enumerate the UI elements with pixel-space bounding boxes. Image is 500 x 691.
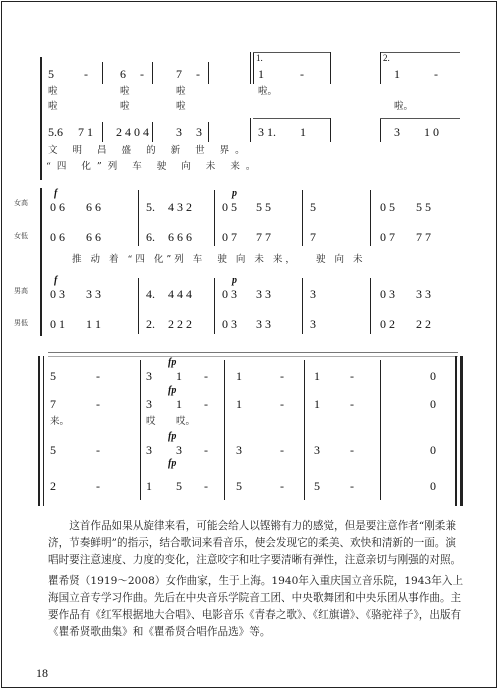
note: 1 [314, 397, 320, 411]
note: 5 [50, 443, 56, 457]
note: 3 [146, 443, 152, 457]
note: - [196, 67, 200, 81]
tie-line [48, 352, 458, 353]
note: 1 [258, 67, 264, 81]
note: 2. [146, 317, 155, 331]
part-label: 男高 [14, 287, 28, 295]
note: 0 [430, 397, 436, 411]
paragraph-text: 这首作品如果从旋律来看，可能会给人以铿锵有力的感觉，但是要注意作者“刚柔兼济，节奏鲜明”的指示，结合歌词来看音乐，使会发现它的柔美、欢快和清新的一面。演唱时要注意速度、力度的变化，注意咬字和吐字要清晰有弹性，注意亲切与刚强的对照。 [48, 520, 462, 566]
note: 7 1 [78, 125, 93, 139]
note: - [140, 67, 144, 81]
note: - [350, 479, 354, 493]
note: 1 [236, 369, 242, 383]
note: 6 6 [86, 230, 101, 244]
note: 6. [146, 230, 155, 244]
system-bracket [38, 356, 40, 506]
barline [140, 360, 141, 500]
note: - [350, 443, 354, 457]
lyric: 啦 [48, 101, 58, 112]
page-number: 18 [36, 666, 48, 680]
lyric-line: 推 动 着 “四 化”列 车 驶 向 未 来， 驶 向 未 [72, 254, 366, 265]
note: - [204, 479, 208, 493]
note: 7 7 [256, 230, 271, 244]
note: 5 [314, 479, 320, 493]
note: 1 1 [86, 317, 101, 331]
barline [208, 122, 209, 142]
note: 1 [146, 479, 152, 493]
note: 0 4 [134, 125, 149, 139]
note: 0 [430, 479, 436, 493]
lyric: 啦 [48, 86, 58, 97]
lyric: 啦。 [394, 101, 414, 112]
note: - [96, 443, 100, 457]
note: 4 3 2 [168, 200, 192, 214]
note: - [204, 443, 208, 457]
volta-line [380, 52, 460, 53]
barline [253, 52, 254, 84]
volta-line [380, 118, 460, 119]
dynamic-mark: fp [168, 458, 177, 469]
note: 0 7 [380, 230, 395, 244]
volta-line [253, 118, 330, 119]
note: 0 3 [380, 287, 395, 301]
note: - [84, 67, 88, 81]
barline [250, 52, 251, 84]
note: 5 [236, 479, 242, 493]
system-bracket [40, 188, 42, 336]
dynamic-mark: fp [168, 357, 177, 368]
barline [380, 360, 381, 500]
barline [304, 360, 305, 500]
note: 4. [146, 287, 155, 301]
volta-1: 1. [256, 53, 263, 63]
barline [302, 190, 303, 246]
lyric-line: “四 化”列 车 驶 向 未 来。 [46, 161, 262, 172]
note: 5 [50, 369, 56, 383]
note: - [204, 397, 208, 411]
note: 1 [176, 397, 182, 411]
note: 1 [176, 369, 182, 383]
note: 3 3 [256, 317, 271, 331]
barline [380, 52, 381, 84]
lyric: 哎 [146, 416, 156, 427]
barline [152, 122, 153, 142]
lyric-line: 文 明 昌 盛 的 新 世 界。 [48, 145, 251, 156]
lyric: 哎。 [176, 416, 196, 427]
note: 7 [176, 67, 182, 81]
note: - [280, 369, 284, 383]
note: 0 3 [222, 317, 237, 331]
note: 7 [50, 397, 56, 411]
note: 0 3 [50, 287, 65, 301]
note: 7 [310, 230, 316, 244]
part-label: 男低 [14, 319, 28, 327]
tie-line [48, 356, 458, 357]
note: 3 [176, 443, 182, 457]
note: 2 4 [116, 125, 131, 139]
note: 7 7 [416, 230, 431, 244]
note: 3 [310, 287, 316, 301]
note: 0 2 [380, 317, 395, 331]
note: 0 [430, 369, 436, 383]
note: 2 2 [416, 317, 431, 331]
barline [250, 118, 251, 142]
note: 3 [146, 397, 152, 411]
note: 0 7 [222, 230, 237, 244]
lyric: 啦 [176, 101, 186, 112]
barline [152, 62, 153, 84]
note: 5 [176, 479, 182, 493]
dynamic-mark: fp [168, 385, 177, 396]
note: 0 6 [50, 230, 65, 244]
commentary-paragraph [48, 518, 466, 569]
note: 5.6 [48, 125, 63, 139]
paragraph-text: 瞿希贤（1919～2008）女作曲家，生于上海。1940年入重庆国立音乐院，1943年入上海国立音专学习作曲。先后在中央音乐学院音工团、中央歌舞团和中央乐团从事作曲。主要作品有《红军根据地大合唱》、电影音乐《青春之歌》、《红旗谱》、《骆驼祥子》，出版有《瞿希贤歌曲集》和《瞿希贤合唱作品选》等。 [48, 575, 464, 638]
note: 5. [146, 200, 155, 214]
note: 3 [196, 125, 202, 139]
note: 3 3 [86, 287, 101, 301]
note: 3 3 [416, 287, 431, 301]
note: - [350, 397, 354, 411]
note: 3 1. [258, 125, 276, 139]
barline [302, 278, 303, 334]
note: 5 [48, 67, 54, 81]
note: - [434, 67, 438, 81]
barline [330, 118, 331, 142]
final-barline [460, 356, 463, 506]
lyric: 啦 [120, 101, 130, 112]
note: - [204, 369, 208, 383]
note: 6 6 [86, 200, 101, 214]
note: - [96, 479, 100, 493]
note: 6 [120, 67, 126, 81]
note: 2 [50, 479, 56, 493]
note: 1 [314, 369, 320, 383]
note: 5 [310, 200, 316, 214]
barline [214, 278, 215, 334]
system-bracket [43, 356, 44, 506]
note: 1 [300, 125, 306, 139]
note: 6 6 6 [168, 230, 192, 244]
note: 0 1 [50, 317, 65, 331]
system-bracket [40, 57, 42, 180]
barline [224, 360, 225, 500]
barline [214, 190, 215, 246]
note: - [280, 479, 284, 493]
final-barline [455, 356, 457, 506]
volta-2: 2. [383, 53, 390, 63]
lyric: 啦 [120, 86, 130, 97]
dynamic-mark: p [232, 275, 237, 286]
note: 1 0 [424, 125, 439, 139]
note: - [96, 369, 100, 383]
note: 3 [314, 443, 320, 457]
part-label: 女高 [14, 199, 28, 207]
note: 3 [394, 125, 400, 139]
note: 4 4 4 [168, 287, 192, 301]
dynamic-mark: p [232, 188, 237, 199]
barline [102, 122, 103, 142]
note: 2 2 2 [168, 317, 192, 331]
dynamic-mark: f [54, 188, 58, 199]
barline [370, 278, 371, 334]
note: 3 [310, 317, 316, 331]
lyric: 啦。 [258, 86, 278, 97]
note: 0 5 [222, 200, 237, 214]
dynamic-mark: fp [168, 431, 177, 442]
barline [138, 190, 139, 246]
note: 0 3 [222, 287, 237, 301]
note: 0 5 [380, 200, 395, 214]
note: 5 5 [256, 200, 271, 214]
barline [208, 62, 209, 84]
volta-line [253, 52, 330, 53]
barline [370, 190, 371, 246]
note: 5 5 [416, 200, 431, 214]
barline [330, 52, 331, 84]
barline [102, 62, 103, 84]
part-label: 女低 [14, 232, 28, 240]
note: - [280, 397, 284, 411]
note: 3 [146, 369, 152, 383]
biography-paragraph [48, 573, 466, 641]
note: 0 [430, 443, 436, 457]
note: - [280, 443, 284, 457]
dynamic-mark: f [54, 275, 58, 286]
note: - [96, 397, 100, 411]
lyric: 来。 [50, 416, 70, 427]
note: 1 [394, 67, 400, 81]
note: 3 [176, 125, 182, 139]
note: 0 6 [50, 200, 65, 214]
lyric: 啦 [176, 86, 186, 97]
note: 3 [236, 443, 242, 457]
note: 1 [236, 397, 242, 411]
note: - [350, 369, 354, 383]
barline [138, 278, 139, 334]
note: 3 3 [256, 287, 271, 301]
note: - [300, 67, 304, 81]
barline [380, 118, 381, 142]
